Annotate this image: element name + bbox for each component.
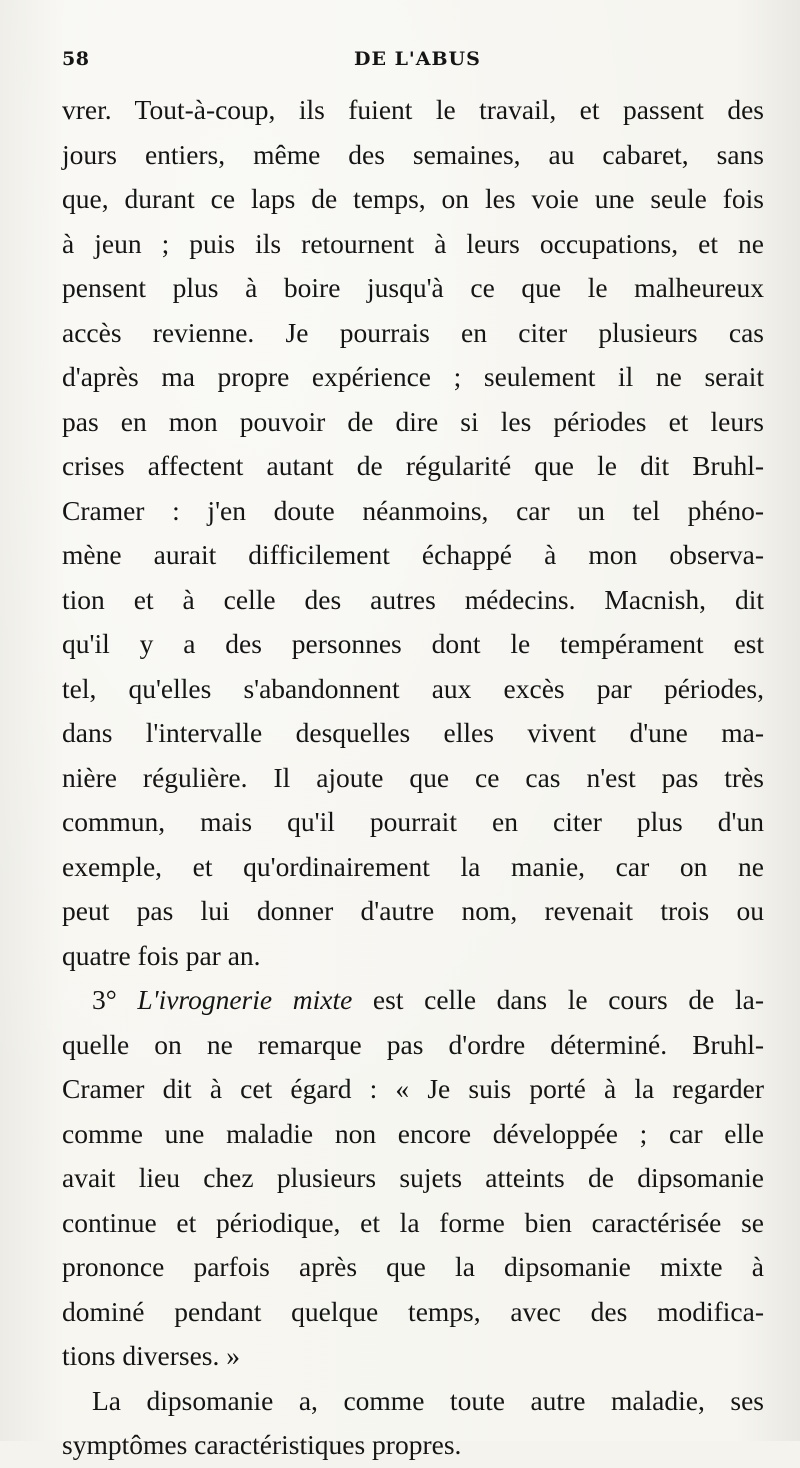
paragraph-3 xyxy=(62,1379,764,1468)
text-line: pensent plus à boire jusqu'à ce que le malheureux xyxy=(62,272,764,303)
paragraph-1 xyxy=(62,88,764,978)
text-line: quatre fois par an. xyxy=(62,939,261,971)
text-line: que, durant ce laps de temps, on les voie une seule fois xyxy=(62,183,764,214)
text-line: d'après ma propre expérience ; seulement il ne serait xyxy=(62,361,764,392)
text-line: commun, mais qu'il pourrait en citer plus d'un xyxy=(62,806,764,837)
paragraph-2 xyxy=(62,978,764,1379)
text-line: nière régulière. Il ajoute que ce cas n'est pas très xyxy=(62,761,764,793)
running-head: DE L'ABUS xyxy=(354,48,481,70)
text-line: crises affectent autant de régularité que le dit Bruhl- xyxy=(62,450,764,481)
text-line: tion et à celle des autres médecins. Macnish, dit xyxy=(62,583,764,615)
text-line: prononce parfois après que la dipsomanie mixte à xyxy=(62,1251,764,1282)
text-line: symptômes caractéristiques propres. xyxy=(62,1429,462,1460)
text-line: exemple, et qu'ordinairement la manie, car on ne xyxy=(62,850,764,882)
text-line: peut pas lui donner d'autre nom, revenait trois ou xyxy=(62,895,764,926)
text-line: comme une maladie non encore développée ; car elle xyxy=(62,1117,764,1149)
text-run: est celle dans le cours de la- xyxy=(352,984,764,1015)
text-line: Cramer : j'en doute néanmoins, car un tel phéno- xyxy=(62,494,764,526)
text-line: La dipsomanie a, comme toute autre maladie, ses xyxy=(92,1384,764,1416)
text-line-first xyxy=(62,978,764,1023)
text-line: mène aurait difficilement échappé à mon observa- xyxy=(62,539,764,570)
section-number: 3° xyxy=(92,984,138,1015)
page-header xyxy=(62,44,762,80)
text-line: qu'il y a des personnes dont le tempérament est xyxy=(62,628,764,659)
text-line: accès revienne. Je pourrais en citer plusieurs cas xyxy=(62,316,764,348)
text-line: tel, qu'elles s'abandonnent aux excès par périodes, xyxy=(62,672,764,704)
text-line: quelle on ne remarque pas d'ordre déterminé. Bruhl- xyxy=(62,1028,764,1060)
text-line: vrer. Tout-à-coup, ils fuient le travail, et passent des xyxy=(62,94,764,125)
text-line: continue et périodique, et la forme bien caractérisée se xyxy=(62,1206,764,1238)
page-number: 58 xyxy=(62,48,90,70)
text-line: tions diverses. » xyxy=(62,1340,240,1371)
text-line: à jeun ; puis ils retournent à leurs occupations, et ne xyxy=(62,227,764,259)
text-line: Cramer dit à cet égard : « Je suis porté à la regarder xyxy=(62,1073,764,1104)
text-line: dans l'intervalle desquelles elles vivent d'une ma- xyxy=(62,717,764,748)
text-line: avait lieu chez plusieurs sujets atteints de dipsomanie xyxy=(62,1162,764,1193)
text-line: jours entiers, même des semaines, au cabaret, sans xyxy=(62,138,764,170)
text-line: pas en mon pouvoir de dire si les périodes et leurs xyxy=(62,405,764,437)
body-text xyxy=(62,88,764,1468)
text-line: dominé pendant quelque temps, avec des modifica- xyxy=(62,1295,764,1327)
italic-term: L'ivrognerie mixte xyxy=(137,984,353,1015)
